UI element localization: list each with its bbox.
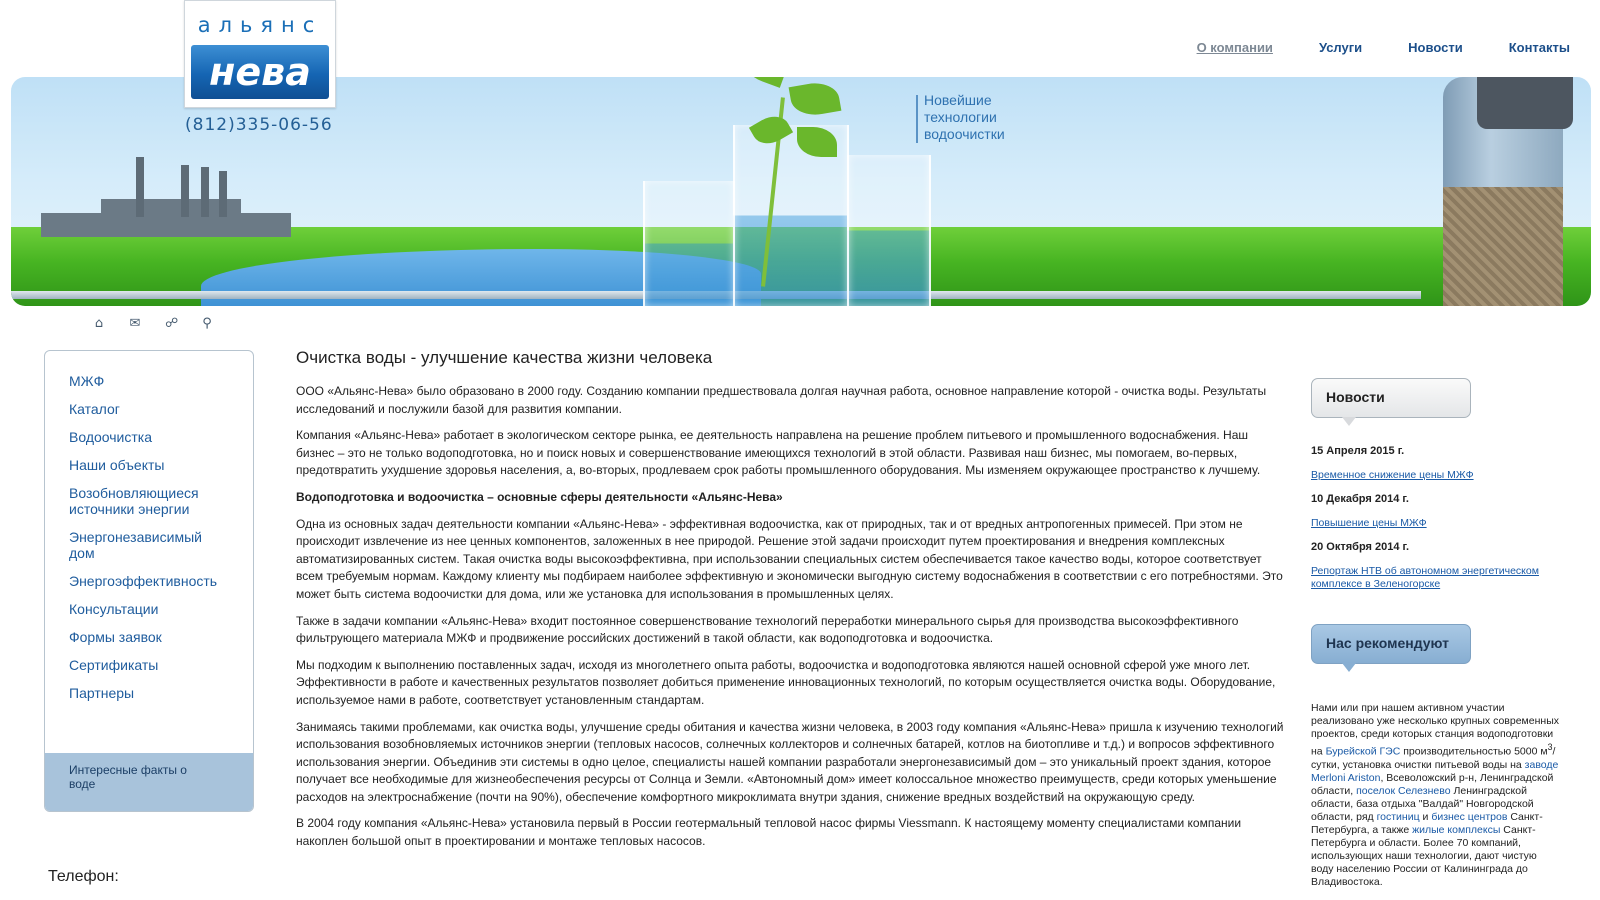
link-residential-complexes[interactable]: жилые комплексы xyxy=(1412,823,1501,836)
link-bureyskaya-ges[interactable]: Бурейской ГЭС xyxy=(1325,745,1401,758)
company-logo[interactable] xyxy=(184,0,336,108)
recommend-text xyxy=(1311,702,1561,889)
recommend-text-part: Санкт-Петербурга и области. Более 70 компаний, использующих наши технологии, дают чистую воду населению России от Калининграда до Владивостока. xyxy=(1311,823,1537,888)
content-paragraph: Занимаясь такими проблемами, как очистка воды, улучшение среды обитания и качества жизни человека, в 2003 году компания «Альянс-Нева» пришла к изучению технологий использования возобновляемых источников энергии (тепловых насосов, солнечных коллекторов и солнечных батарей, котлов на биотопливе и т.д.) и вопросов эффективного использования энергии. Объединив эти системы в одно целое, специалисты нашей компании разработали энергонезависимый дом – это уникальный проект здания, которое получает все необходимые для жизнеобеспечения ресурсы от Солнца и Земли. «Автономный дом» имеет колоссальное множество преимуществ, среди которых уменьшение расходов на электроснабжение (почти на 90%), обеспечение комфортного микроклимата внутри здания, снижение вредных воздействий на окружающую среду. xyxy=(296,719,1284,804)
banner-tagline xyxy=(924,92,1005,143)
sidebar-phone-label: Телефон: xyxy=(48,868,119,885)
news-link[interactable]: Повышение цены МЖФ xyxy=(1311,517,1427,529)
content-paragraph: ООО «Альянс-Нева» было образовано в 2000 году. Созданию компании предшествовала долгая научная работа, основное направление которой - очистка воды. Результаты исследований и послужили базой для развития компании. xyxy=(296,384,1267,416)
recommend-heading: Нас рекомендуют xyxy=(1311,624,1471,664)
link-hotels[interactable]: гостиниц xyxy=(1376,810,1420,823)
sidebar-item-energy-independent-house[interactable]: Энергонезависимый дом xyxy=(69,529,202,561)
link-seleznevo[interactable]: поселок Селезнево xyxy=(1356,784,1451,797)
hero-banner xyxy=(11,77,1591,306)
link-business-centers[interactable]: бизнес центров xyxy=(1431,810,1508,823)
content-paragraph: Одна из основных задач деятельности компании «Альянс-Нева» - эффективная водоочистка, как от природных, так и от вредных антропогенных примесей. При этом не происходит извлечение из нее ценных компонентов, заложенных в нее природой. Решение этой задачи происходит путем проектирования и внедрения комплексных автоматизированных систем. Такая очистка воды высокоэффективна, при использовании специальных систем обеспечивается такое качество воды, которое соответствует всем требуемым нормам. Каждому клиенту мы подбираем наиболее эффективную и экономически выгодную систему водоснабжения в соответствии с его потребностями. Это может быть система водоочистки для дома, или же установка для использования в промышленных целях. xyxy=(296,516,1283,601)
recommend-text-part: 3 xyxy=(1547,742,1553,752)
link-merloni-ariston[interactable]: заводе Merloni Ariston xyxy=(1311,758,1559,784)
interesting-facts-link[interactable]: Интересные факты о воде xyxy=(69,763,187,791)
nav-contacts[interactable]: Контакты xyxy=(1508,40,1570,55)
nav-about[interactable]: О компании xyxy=(1196,40,1273,55)
recommend-text-part: , Всеволожский р-н, Ленинградской области, xyxy=(1311,771,1554,797)
news-heading: Новости xyxy=(1311,378,1471,418)
banner-factory xyxy=(41,177,301,237)
banner-filter-valve xyxy=(1477,77,1573,129)
recommend-text-part: производительностью 5000 м xyxy=(1400,745,1548,758)
content-subheading: Водоподготовка и водоочистка – основные сферы деятельности «Альянс-Нева» xyxy=(296,489,783,504)
top-navigation xyxy=(1197,40,1570,55)
header-phone: (812)335-06-56 xyxy=(185,115,333,135)
recommend-text-part: Нами или при нашем активном участии реализовано уже несколько крупных современных проектов, среди которых станция водоподготовки на xyxy=(1311,702,1560,758)
nav-services[interactable]: Услуги xyxy=(1318,40,1363,55)
main-content xyxy=(296,348,1288,860)
mail-icon[interactable]: ✉ xyxy=(129,316,141,331)
sidebar-item-our-objects[interactable]: Наши объекты xyxy=(69,457,165,473)
plant-leaf-icon xyxy=(789,79,842,119)
home-icon[interactable]: ⌂ xyxy=(94,316,104,331)
plant-leaf-icon xyxy=(737,77,792,88)
news-list xyxy=(1311,445,1561,591)
banner-filter-media xyxy=(1443,187,1563,306)
sidebar-item-consultations[interactable]: Консультации xyxy=(69,601,159,617)
banner-glass-small xyxy=(643,181,735,306)
recommend-text-part: Санкт-Петербурга, а также xyxy=(1311,810,1543,836)
recommend-text-part: и xyxy=(1419,810,1432,823)
content-paragraph: Также в задачи компании «Альянс-Нева» входит постоянное совершенствование технологий переработки минерального сырья для производства высокоэффективного фильтрующего материала МЖФ и продвижение российских достижений в такой области, как водоподготовка и водоочистка. xyxy=(296,613,1239,646)
sidebar-item-certificates[interactable]: Сертификаты xyxy=(69,657,159,673)
sidebar-item-partners[interactable]: Партнеры xyxy=(69,685,135,701)
search-icon[interactable]: ⚲ xyxy=(202,316,212,331)
sidebar-item-water-treatment[interactable]: Водоочистка xyxy=(69,429,152,445)
tagline-line: водоочистки xyxy=(924,126,1005,142)
recommend-text-part: /сутки, установка очистки питьевой воды на xyxy=(1311,745,1556,771)
news-date: 10 Декабря 2014 г. xyxy=(1311,493,1409,505)
tagline-accent-line xyxy=(916,95,918,143)
tagline-line: Новейшие xyxy=(924,92,992,108)
sidebar-menu xyxy=(44,350,254,812)
sidebar-item-energy-efficiency[interactable]: Энергоэффективность xyxy=(69,573,218,589)
nav-news[interactable]: Новости xyxy=(1408,40,1463,55)
news-date: 15 Апреля 2015 г. xyxy=(1311,445,1405,457)
content-paragraph: Компания «Альянс-Нева» работает в экологическом секторе рынка, ее деятельность направлена на решение проблем питьевого и промышленного водоснабжения. Наш бизнес – это не только водоподготовка, но и поиск новых и совершенствование имеющихся технологий в этой области. Развивая наш бизнес, мы помогаем, во-первых, предотвратить ухудшение здоровья населения, а, во-вторых, продлеваем срок работы промышленного оборудования. Мы изменяем окружающее пространство к лучшему. xyxy=(296,428,1261,478)
logo-text-top: альянс xyxy=(197,13,323,37)
content-paragraph: В 2004 году компания «Альянс-Нева» установила первый в России геотермальный тепловой насос фирмы Viessmann. К настоящему моменту специалистами компании накоплен большой опыт в проектировании и монтаже тепловых насосов. xyxy=(296,816,1242,849)
news-date: 20 Октября 2014 г. xyxy=(1311,541,1410,553)
sidebar-item-request-forms[interactable]: Формы заявок xyxy=(69,629,162,645)
tagline-line: технологии xyxy=(924,109,997,125)
news-link[interactable]: Временное снижение цены МЖФ xyxy=(1311,469,1474,481)
sitemap-icon[interactable]: ☍ xyxy=(165,316,179,331)
sidebar-item-catalog[interactable]: Каталог xyxy=(69,401,120,417)
interesting-facts-panel xyxy=(45,753,253,811)
utility-icons xyxy=(93,316,213,331)
content-paragraph: Мы подходим к выполнению поставленных задач, исходя из многолетнего опыта работы, водоочистка и водоподготовка являются нашей основной сферой уже много лет. Эффективности в работе и качественных результатов позволяет добиться применение инновационных технологий, по которым осуществляется очистка воды. Оборудование, используемое нами в работе, соответствует установленным стандартам. xyxy=(296,657,1276,707)
recommend-text-part: Ленинградской области, база отдыха "Валдай" Новгородской области, ряд xyxy=(1311,784,1534,823)
page-title: Очистка воды - улучшение качества жизни человека xyxy=(296,348,713,367)
sidebar-item-renewable-energy[interactable]: Возобновляющиеся источники энергии xyxy=(69,485,199,517)
banner-glass-right xyxy=(847,155,931,306)
news-link[interactable]: Репортаж НТВ об автономном энергетическом комплексе в Зеленогорске xyxy=(1311,565,1539,590)
right-column xyxy=(1311,378,1561,889)
logo-text-bottom: нева xyxy=(191,45,329,99)
sidebar-item-mzhf[interactable]: МЖФ xyxy=(69,373,105,389)
